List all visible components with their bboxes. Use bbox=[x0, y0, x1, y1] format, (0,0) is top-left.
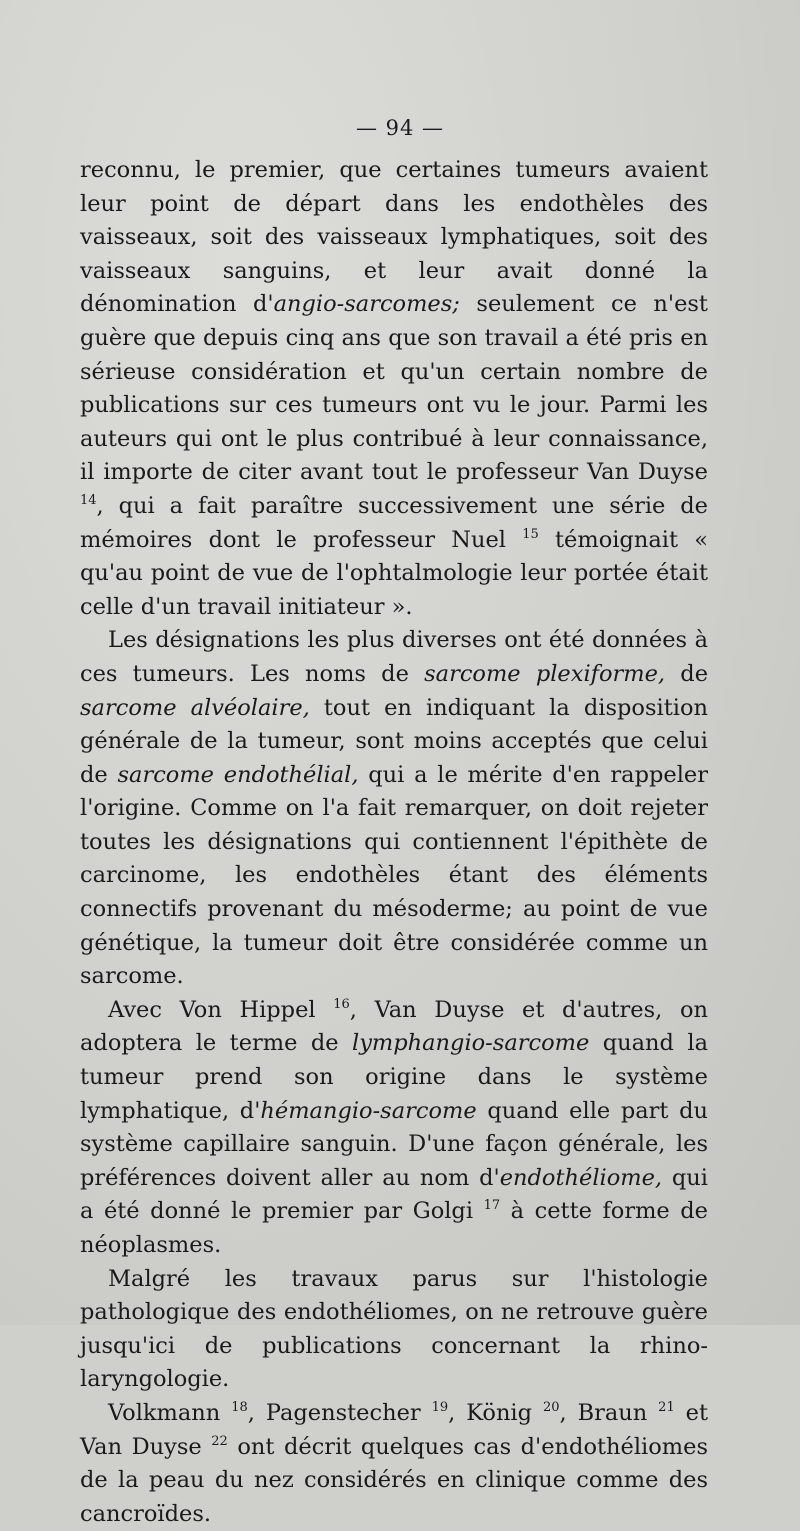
text-run: Avec Von Hippel bbox=[108, 996, 334, 1023]
italic-term: sarcome plexiforme, bbox=[424, 660, 666, 687]
text-run: , qui a fait paraître successivement une série de mémoires dont le professeur Nuel bbox=[80, 492, 708, 553]
text-run: quand la tumeur prend son origine dans le système lymphatique, d' bbox=[80, 1030, 708, 1124]
footnote-reference: 17 bbox=[483, 1198, 501, 1214]
footnote-reference: 19 bbox=[431, 1399, 449, 1415]
text-run: quand elle part du système capillaire sanguin. D'une façon générale, les préférences doivent aller au nom d' bbox=[80, 1097, 708, 1191]
text-run: reconnu, le premier, que certaines tumeurs avaient leur point de départ dans les endothèles des vaisseaux, soit des vaisseaux lymphatiques, soit des vaisseaux sanguins, et leur avait donné la dénomination d' bbox=[80, 157, 708, 318]
text-run: à cette forme de néoplasmes. bbox=[80, 1198, 709, 1258]
italic-term: angio-sarcomes; bbox=[273, 291, 460, 318]
footnote-reference: 18 bbox=[231, 1399, 248, 1415]
page-number: — 94 — bbox=[355, 116, 445, 140]
text-run: Volkmann bbox=[108, 1399, 232, 1426]
footnote-reference: 16 bbox=[333, 996, 350, 1012]
text-run: seulement ce n'est guère que depuis cinq ans que son travail a été pris en sérieuse considération et qu'un certain nombre de publications sur ces tumeurs ont vu le jour. Parmi les auteurs qui ont le plus contribué à leur connaissance, il importe de citer avant tout le professeur Van Duyse bbox=[80, 291, 708, 486]
paragraph bbox=[80, 994, 708, 1263]
paragraph bbox=[80, 624, 708, 994]
footnote-reference: 15 bbox=[522, 526, 539, 542]
text-run: témoignait « qu'au point de vue de l'ophtalmologie leur portée était celle d'un travail initiateur ». bbox=[80, 526, 708, 620]
text-run: , Braun bbox=[559, 1399, 659, 1426]
paragraph bbox=[80, 1397, 708, 1531]
text-run: , Van Duyse et d'autres, on adoptera le terme de bbox=[80, 996, 708, 1057]
text-run: et Van Duyse bbox=[80, 1399, 708, 1460]
text-run: qui a le mérite d'en rappeler l'origine. Comme on l'a fait remarquer, on doit rejeter toutes les désignations qui contiennent l'épithète de carcinome, les endothèles étant des éléments connectifs provenant du mésoderme; au point de vue génétique, la tumeur doit être considérée comme un sarcome. bbox=[80, 761, 708, 990]
body-text bbox=[80, 154, 708, 1531]
text-run: Les désignations les plus diverses ont été données à ces tumeurs. Les noms de bbox=[80, 627, 708, 687]
italic-term: sarcome endothélial, bbox=[117, 761, 359, 788]
text-run: Malgré les travaux parus sur l'histologie pathologique des endothéliomes, on ne retrouve guère jusqu'ici de publications concernant la rhino-laryngologie. bbox=[80, 1265, 708, 1393]
text-run: ont décrit quelques cas d'endothéliomes de la peau du nez considérés en clinique comme des cancroïdes. bbox=[80, 1433, 708, 1527]
footnote-reference: 21 bbox=[658, 1399, 675, 1415]
paragraph bbox=[80, 154, 708, 624]
footnote-reference: 20 bbox=[542, 1399, 560, 1415]
italic-term: lymphangio-sarcome bbox=[352, 1030, 590, 1057]
paragraph bbox=[80, 1263, 708, 1397]
italic-term: hémangio-sarcome bbox=[260, 1097, 477, 1124]
text-run: , Pagenstecher bbox=[247, 1399, 432, 1426]
footnote-reference: 22 bbox=[211, 1433, 228, 1449]
text-run: qui a été donné le premier par Golgi bbox=[80, 1164, 708, 1225]
text-run: de bbox=[665, 660, 709, 687]
text-run: tout en indiquant la disposition générale de la tumeur, sont moins acceptés que celui de bbox=[80, 694, 708, 788]
text-run: , König bbox=[448, 1399, 543, 1426]
italic-term: endothéliome, bbox=[499, 1164, 663, 1191]
italic-term: sarcome alvéolaire, bbox=[80, 694, 310, 721]
footnote-reference: 14 bbox=[80, 492, 97, 508]
